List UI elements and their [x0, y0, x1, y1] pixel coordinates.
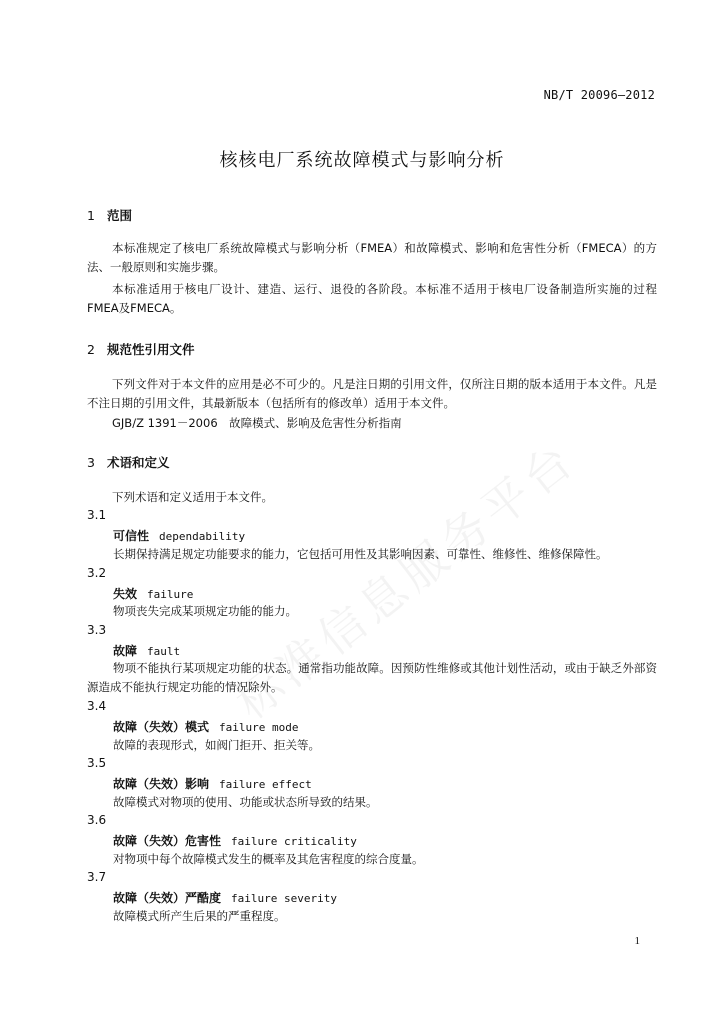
clause-number: 3.5 — [87, 756, 107, 770]
clause-number: 3.4 — [87, 699, 107, 713]
term-zh: 故障（失效）影响 — [113, 777, 210, 791]
section-title: 术语和定义 — [107, 455, 170, 470]
term-en: dependability — [159, 530, 246, 543]
term-en: failure severity — [231, 892, 337, 905]
section-title: 规范性引用文件 — [107, 342, 195, 357]
term-zh: 故障（失效）严酷度 — [113, 891, 222, 905]
section-1-paragraph-1: 本标准规定了核电厂系统故障模式与影响分析（FMEA）和故障模式、影响和危害性分析（FMECA）的方法、一般原则和实施步骤。 — [87, 241, 657, 274]
clause-number: 3.3 — [87, 623, 107, 637]
page-number: 1 — [634, 935, 640, 947]
term-entry — [113, 889, 337, 906]
term-entry — [113, 527, 245, 544]
section-2-heading — [87, 340, 195, 358]
term-entry — [113, 775, 312, 792]
section-title: 范围 — [107, 208, 133, 223]
term-en: failure — [147, 588, 194, 601]
term-zh: 故障 — [113, 644, 138, 658]
term-entry — [113, 642, 180, 659]
clause-number: 3.7 — [87, 870, 107, 884]
term-entry — [113, 832, 357, 849]
term-definition: 对物项中每个故障模式发生的概率及其危害程度的综合度量。 — [113, 852, 424, 866]
term-definition: 故障模式所产生后果的严重程度。 — [113, 909, 286, 923]
term-en: failure criticality — [231, 835, 357, 848]
term-en: fault — [147, 645, 181, 658]
term-zh: 失效 — [113, 587, 138, 601]
section-1-heading — [87, 206, 132, 224]
term-definition: 物项不能执行某项规定功能的状态。通常指功能故障。因预防性维修或其他计划性活动，或由于缺乏外部资源造成不能执行规定功能的情况除外。 — [87, 661, 657, 694]
section-1-paragraph-2: 本标准适用于核电厂设计、建造、运行、退役的各阶段。本标准不适用于核电厂设备制造所实施的过程FMEA及FMECA。 — [87, 282, 657, 315]
section-3-heading — [87, 453, 170, 471]
clause-number: 3.6 — [87, 813, 107, 827]
term-zh: 故障（失效）模式 — [113, 720, 210, 734]
clause-number: 3.2 — [87, 566, 107, 580]
section-number: 3 — [87, 455, 95, 470]
standard-code: NB/T 20096—2012 — [543, 88, 655, 102]
section-number: 2 — [87, 342, 95, 357]
term-zh: 故障（失效）危害性 — [113, 834, 222, 848]
clause-number: 3.1 — [87, 508, 107, 522]
section-3-intro: 下列术语和定义适用于本文件。 — [112, 490, 273, 504]
term-en: failure mode — [219, 721, 299, 734]
term-entry — [113, 718, 299, 735]
term-definition: 故障模式对物项的使用、功能或状态所导致的结果。 — [113, 795, 378, 809]
term-definition: 长期保持满足规定功能要求的能力，它包括可用性及其影响因素、可靠性、维修性、维修保障性。 — [113, 547, 608, 561]
document-title: 核核电厂系统故障模式与影响分析 — [219, 150, 505, 171]
section-number: 1 — [87, 208, 95, 223]
term-definition: 物项丧失完成某项规定功能的能力。 — [113, 604, 297, 618]
term-entry — [113, 585, 193, 602]
section-2-paragraph: 下列文件对于本文件的应用是必不可少的。凡是注日期的引用文件，仅所注日期的版本适用于本文件。凡是不注日期的引用文件，其最新版本（包括所有的修改单）适用于本文件。 — [87, 377, 657, 410]
term-definition: 故障的表现形式，如阀门拒开、拒关等。 — [113, 738, 320, 752]
term-en: failure effect — [219, 778, 312, 791]
term-zh: 可信性 — [113, 529, 150, 543]
normative-reference: GJB/Z 1391－2006 故障模式、影响及危害性分析指南 — [112, 416, 402, 430]
